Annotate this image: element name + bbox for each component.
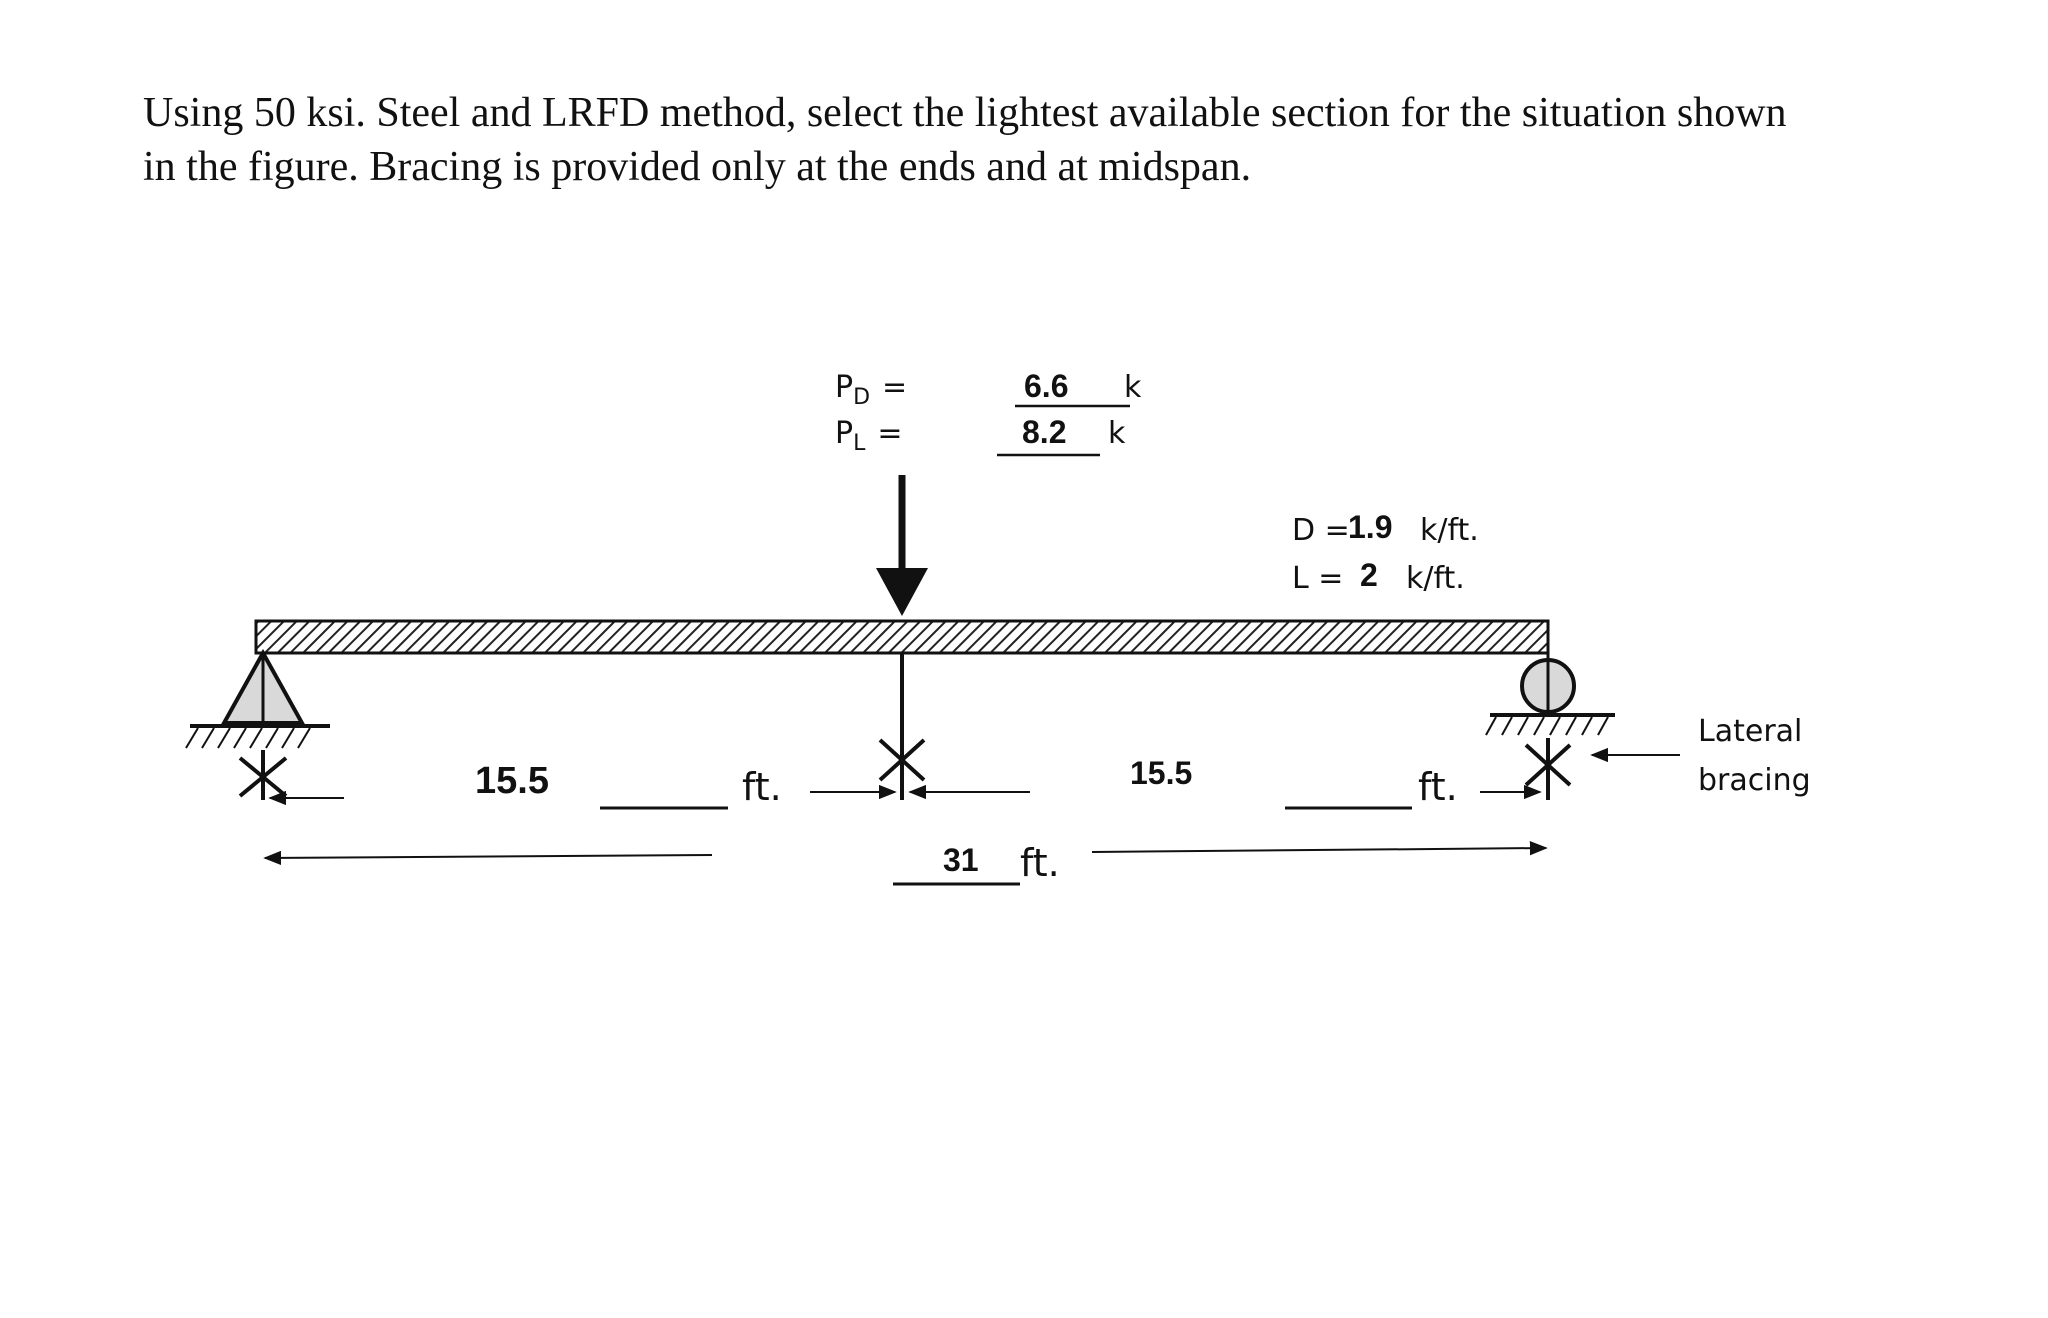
total-span-unit: ft. xyxy=(1020,841,1060,885)
pd-label: $P_D$ = xyxy=(835,370,908,410)
d-unit: k/ft. xyxy=(1420,513,1479,548)
dimension-right-span xyxy=(1130,755,1458,809)
total-span-arrow-right xyxy=(1092,848,1546,852)
total-span-value: 31 xyxy=(943,842,979,878)
l-label: L = xyxy=(1292,561,1344,596)
left-span-value: 15.5 xyxy=(475,760,549,802)
total-span-arrow-left xyxy=(265,855,712,858)
bracing-left xyxy=(240,750,344,800)
pl-unit: k xyxy=(1108,416,1126,451)
roller-support-right xyxy=(1486,653,1615,735)
left-span-unit: ft. xyxy=(742,765,782,809)
dimension-left-span xyxy=(475,760,782,809)
point-load-arrow xyxy=(876,475,928,616)
problem-line-2: in the figure. Bracing is provided only at the ends and at midspan. xyxy=(143,144,1252,190)
problem-line-1: Using 50 ksi. Steel and LRFD method, select the lightest available section for the situation shown xyxy=(143,90,1787,136)
bracing-midspan xyxy=(810,653,1030,800)
pd-unit: k xyxy=(1124,370,1142,405)
bracing-label-line-2: bracing xyxy=(1698,763,1811,798)
d-label: D = xyxy=(1292,513,1350,548)
right-span-unit: ft. xyxy=(1418,765,1458,809)
dimension-total-span xyxy=(265,841,1546,885)
lateral-bracing-label xyxy=(1698,714,1811,798)
pin-support-left xyxy=(186,653,330,748)
point-load-labels xyxy=(835,368,1142,456)
l-value: 2 xyxy=(1360,557,1378,593)
l-unit: k/ft. xyxy=(1406,561,1465,596)
bracing-label-line-1: Lateral xyxy=(1698,714,1803,749)
distributed-load-labels xyxy=(1292,509,1479,596)
right-span-value: 15.5 xyxy=(1130,755,1193,791)
pl-label: $P_L$ = xyxy=(835,416,903,456)
beam xyxy=(256,621,1548,653)
bracing-right xyxy=(1480,738,1680,800)
pd-value: 6.6 xyxy=(1024,368,1069,404)
pl-value: 8.2 xyxy=(1022,414,1067,450)
d-value: 1.9 xyxy=(1348,509,1393,545)
